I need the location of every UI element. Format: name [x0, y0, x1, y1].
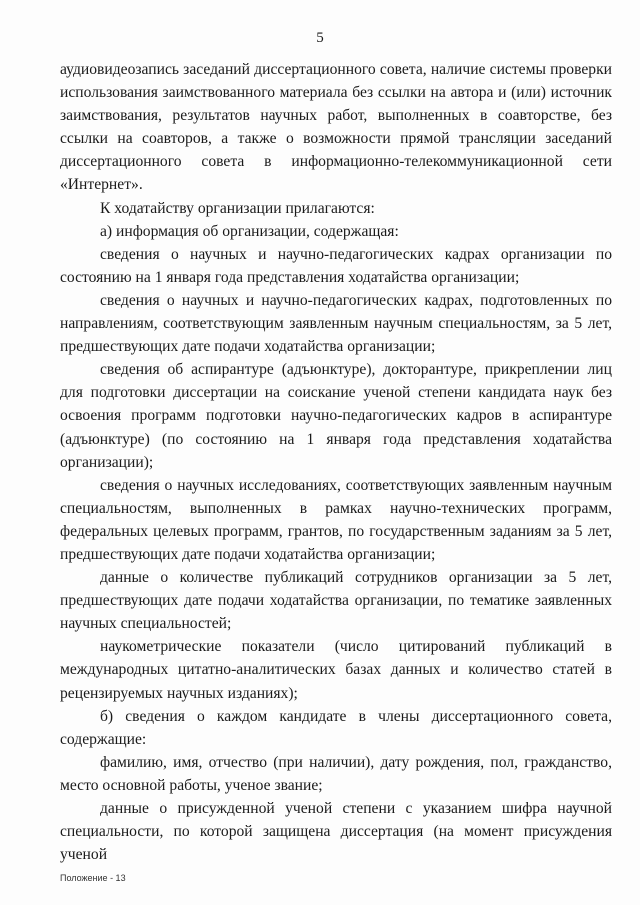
paragraph-item-b: б) сведения о каждом кандидате в члены диссертационного совета, содержащие:	[60, 707, 612, 748]
page-number: 5	[316, 30, 324, 46]
paragraph-attachments-intro: К ходатайству организации прилагаются:	[100, 199, 375, 217]
paragraph-staff-info: сведения о научных и научно-педагогических кадрах организации по состоянию на 1 января года представления ходатайства организации;	[60, 245, 612, 286]
paragraph-scientometrics: наукометрические показатели (число цитирований публикаций в международных цитатно-аналитических базах данных и количество статей в рецензируемых научных изданиях);	[60, 638, 612, 702]
paragraph-publications: данные о количестве публикаций сотрудников организации за 5 лет, предшествующих дате подачи ходатайства организации, по тематике заявленных научных специальностей;	[60, 569, 612, 633]
paragraph-degree-info: данные о присужденной ученой степени с указанием шифра научной специальности, по которой защищена диссертация (на момент присуждения ученой	[60, 800, 612, 864]
paragraph-continuation: аудиовидеозапись заседаний диссертационного совета, наличие системы проверки использования заимствованного материала без ссылки на автора и (или) источник заимствования, результатов научных работ, выполненных в соавторстве, без ссылки на соавторов, а также о возможности прямой трансляции заседаний диссертационного совета в информационно-телекоммуникационной сети «Интернет».	[60, 61, 612, 194]
document-body	[60, 58, 612, 866]
paragraph-research: сведения о научных исследованиях, соответствующих заявленным научным специальностям, выполненных в рамках научно-технических программ, федеральных целевых программ, грантов, по государственным заданиям за 5 лет, предшествующих дате подачи ходатайства организации;	[60, 476, 612, 563]
paragraph-postgraduate: сведения об аспирантуре (адъюнктуре), докторантуре, прикреплении лиц для подготовки диссертации на соискание ученой степени кандидата наук без освоения программ подготовки научно-педагогических кадров в аспирантуре (адъюнктуре) (по состоянию на 1 января года представления ходатайства организации);	[60, 361, 612, 471]
paragraph-trained-staff: сведения о научных и научно-педагогических кадрах, подготовленных по направлениям, соответствующим заявленным научным специальностям, за 5 лет, предшествующих дате подачи ходатайства организации;	[60, 291, 612, 356]
paragraph-candidate-personal: фамилию, имя, отчество (при наличии), дату рождения, пол, гражданство, место основной работы, ученое звание;	[60, 753, 612, 794]
footer-label: Положение - 13	[60, 873, 126, 883]
paragraph-item-a: а) информация об организации, содержащая:	[100, 222, 399, 240]
